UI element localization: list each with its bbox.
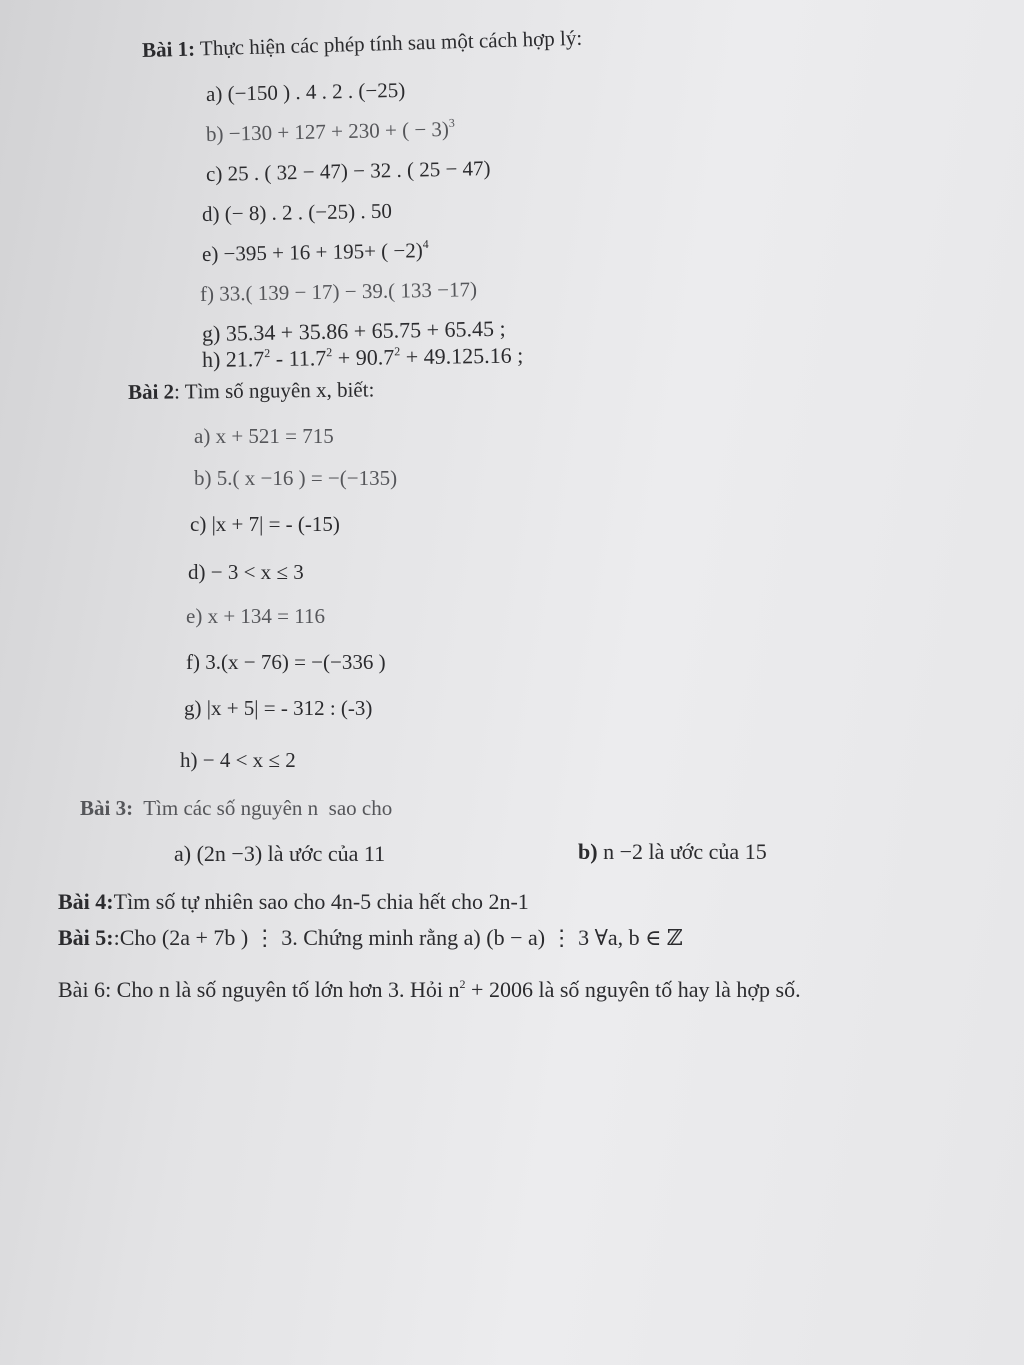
bai3-item-b [578, 838, 767, 866]
bai1-item-h-part2: - 11.7 [270, 345, 327, 372]
bai1-item-b [206, 115, 455, 148]
bai2-item-c: c) |x + 7| = - (-15) [190, 512, 340, 536]
bai6-line [58, 976, 1024, 1004]
bai1-item-e-main: e) −395 + 16 + 195+ ( −2) [201, 238, 423, 266]
bai3-item-a: a) (2n −3) là ước của 11 [174, 841, 386, 866]
bai3-heading [80, 794, 392, 822]
bai4-label: Bài 4: [58, 889, 114, 914]
bai1-item-c: c) 25 . ( 32 − 47) − 32 . ( 25 − 47) [205, 156, 491, 186]
bai2-label: Bài 2 [127, 379, 175, 404]
bai6-text-part1: : Cho n là số nguyên tố lớn hơn 3. Hỏi n [105, 977, 460, 1002]
bai1-label: Bài 1: [141, 36, 196, 62]
bai6-label: Bài 6 [58, 977, 106, 1002]
bai1-item-h-exp3: 2 [394, 344, 401, 359]
bai1-item-a: a) (−150 ) . 4 . 2 . (−25) [205, 77, 406, 106]
bai4-line [58, 888, 529, 916]
bai1-item-h-part3: + 90.7 [332, 344, 395, 371]
bai1-heading [142, 24, 583, 64]
bai1-title: Thực hiện các phép tính sau một cách hợp lý: [199, 25, 583, 61]
bai2-item-f: f) 3.(x − 76) = −(−336 ) [186, 650, 386, 674]
bai6-exponent: 2 [459, 977, 466, 991]
bai2-item-d: d) − 3 < x ≤ 3 [188, 560, 304, 584]
bai3-title: Tìm các số nguyên n sao cho [133, 796, 393, 820]
bai1-item-f: f) 33.( 139 − 17) − 39.( 133 −17) [199, 277, 478, 306]
bai1-item-g: g) 35.34 + 35.86 + 65.75 + 65.45 ; [201, 315, 506, 346]
bai6-text-part2: + 2006 là số nguyên tố hay là hợp số. [465, 977, 801, 1002]
bai5-text: :Cho (2a + 7b ) ⋮ 3. Chứng minh rằng a) (b − a) ⋮ 3 ∀a, b ∈ ℤ [113, 925, 683, 950]
bai3-label: Bài 3: [80, 796, 134, 820]
bai2-item-e: e) x + 134 = 116 [186, 604, 325, 628]
bai2-item-b: b) 5.( x −16 ) = −(−135) [194, 466, 398, 490]
bai3-item-b-label: b) [578, 839, 598, 864]
bai2-heading [128, 375, 375, 406]
bai2-item-a: a) x + 521 = 715 [194, 424, 334, 448]
bai2-title: : Tìm số nguyên x, biết: [173, 377, 375, 404]
bai1-item-h-exp1: 2 [264, 346, 271, 361]
bai1-item-b-exponent: 3 [448, 115, 455, 130]
bai1-item-b-main: b) −130 + 127 + 230 + ( − 3) [205, 116, 450, 146]
bai1-item-e-exponent: 4 [422, 237, 429, 252]
bai2-item-g: g) |x + 5| = - 312 : (-3) [184, 696, 373, 720]
bai4-text: Tìm số tự nhiên sao cho 4n-5 chia hết cho 2n-1 [113, 889, 529, 914]
bai1-item-h-exp2: 2 [326, 345, 333, 360]
bai1-item-h-part4: + 49.125.16 ; [400, 342, 524, 370]
bai1-item-e [202, 236, 429, 268]
bai1-item-h-part1: h) 21.7 [201, 346, 265, 372]
bai1-item-h [202, 342, 524, 374]
bai5-line [58, 924, 683, 952]
bai5-label: Bài 5: [58, 925, 114, 950]
bai3-item-b-text: n −2 là ước của 15 [597, 839, 767, 864]
bai2-item-h: h) − 4 < x ≤ 2 [180, 748, 296, 772]
bai1-item-d: d) (− 8) . 2 . (−25) . 50 [201, 198, 393, 226]
